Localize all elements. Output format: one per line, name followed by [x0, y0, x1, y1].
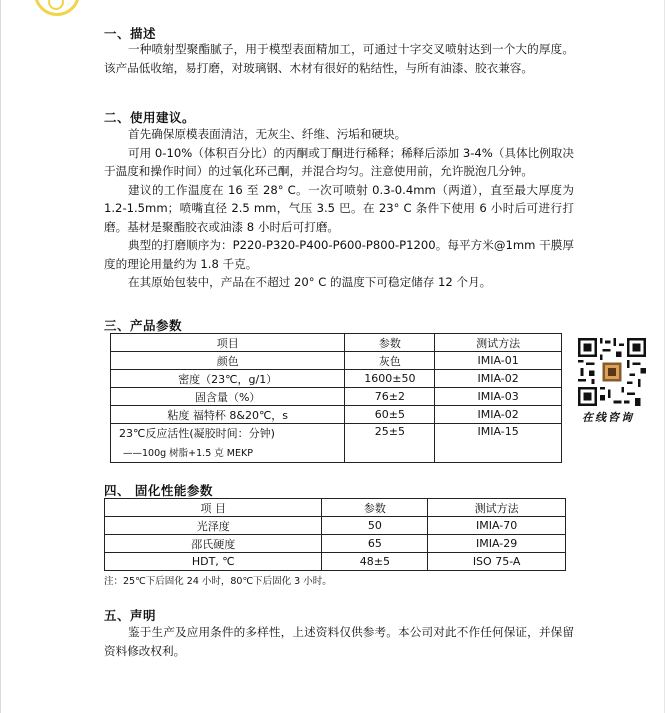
cell-value: 1600±50 — [345, 370, 435, 388]
cell-method: ISO 75-A — [428, 553, 566, 571]
cell-value: 76±2 — [345, 388, 435, 406]
qr-consult-label: 在线咨询 — [582, 411, 634, 424]
cell-method: IMIA-01 — [435, 352, 562, 370]
cell-method: IMIA-29 — [428, 535, 566, 553]
cell-item: 固含量（%） — [111, 388, 345, 406]
product-params-table — [110, 333, 562, 463]
section-1-body — [104, 40, 574, 77]
table-row — [105, 553, 566, 571]
table-row — [105, 535, 566, 553]
cell-value: 25±5 — [345, 424, 435, 463]
section-2-heading: 二、使用建议。 — [104, 110, 196, 125]
header-method: 测试方法 — [428, 499, 566, 517]
table-row — [111, 406, 562, 424]
cell-item: 粘度 福特杯 8&20℃，s — [111, 406, 345, 424]
header-value: 参数 — [322, 499, 428, 517]
cell-method: IMIA-02 — [435, 370, 562, 388]
table-header-row — [105, 499, 566, 517]
header-value: 参数 — [345, 334, 435, 352]
section-3-heading: 三、产品参数 — [104, 318, 183, 333]
disclaimer-paragraph: 鉴于生产及应用条件的多样性，上述资料仅供参考。本公司对此不作任何保证，并保留资料修改权利。 — [104, 625, 574, 658]
cell-value: 48±5 — [322, 553, 428, 571]
section-2-paragraph-5: 在其原始包装中，产品在不超过 20° C 的温度下可稳定储存 12 个月。 — [128, 275, 492, 289]
cell-method: IMIA-02 — [435, 406, 562, 424]
section-2-paragraph-4: 典型的打磨顺序为：P220-P320-P400-P600-P800-P1200。每平方米@1mm 干膜厚度的理论用量约为 1.8 千克。 — [104, 238, 574, 271]
table-row — [111, 370, 562, 388]
table-row — [111, 352, 562, 370]
cell-method: IMIA-70 — [428, 517, 566, 535]
cell-item: HDT, ℃ — [105, 553, 322, 571]
page-edge-left — [0, 0, 1, 713]
cure-note: 注：25℃下后固化 24 小时，80℃下后固化 3 小时。 — [104, 576, 332, 587]
cure-params-table — [104, 498, 566, 571]
cell-value: 65 — [322, 535, 428, 553]
reactivity-label: 23℃反应活性(凝胶时间：分钟) — [119, 427, 275, 440]
section-2-paragraph-2: 可用 0-10%（体积百分比）的丙酮或丁酮进行稀释；稀释后添加 3-4%（具体比例取决于温度和操作时间）的过氧化环己酮，并混合均匀。注意使用前，允许脱泡几分钟。 — [104, 145, 574, 178]
section-5-body — [104, 623, 574, 660]
section-2-paragraph-1: 首先确保原模表面清洁，无灰尘、纤维、污垢和硬块。 — [128, 127, 407, 141]
table-row — [105, 517, 566, 535]
cell-item: 光泽度 — [105, 517, 322, 535]
table-row — [111, 424, 562, 463]
cell-item: 密度（23℃，g/1） — [111, 370, 345, 388]
section-1-paragraph: 一种喷射型聚酯腻子，用于模型表面精加工，可通过十字交叉喷射达到一个大的厚度。该产品低收缩，易打磨，对玻璃钢、木材有很好的粘结性，与所有油漆、胶衣兼容。 — [104, 42, 574, 75]
cell-item: 邵氏硬度 — [105, 535, 322, 553]
qr-code-image — [578, 338, 646, 406]
cell-item — [111, 424, 345, 463]
header-method: 测试方法 — [435, 334, 562, 352]
header-item: 项 目 — [105, 499, 322, 517]
cell-value: 60±5 — [345, 406, 435, 424]
header-item: 项目 — [111, 334, 345, 352]
cell-value: 灰色 — [345, 352, 435, 370]
section-1-heading: 一、描述 — [104, 26, 157, 41]
section-5-heading: 五、声明 — [104, 608, 157, 623]
section-2-paragraph-3: 建议的工作温度在 16 至 28° C。一次可喷射 0.3-0.4mm（两道），直至最大厚度为 1.2-1.5mm；喷嘴直径 2.5 mm，气压 3.5 巴。在 23° C 条件下使用 6 小时后可进行打磨。基材是聚酯胶衣或油漆 8 小时后可打磨。 — [104, 182, 574, 234]
cell-method: IMIA-15 — [435, 424, 562, 463]
reactivity-sub-label: ——100g 树脂+1.5 克 MEKP — [123, 448, 253, 459]
section-4-heading: 四、 固化性能参数 — [104, 483, 213, 498]
cell-item: 颜色 — [111, 352, 345, 370]
section-2-body — [104, 125, 574, 292]
cell-method: IMIA-03 — [435, 388, 562, 406]
cell-value: 50 — [322, 517, 428, 535]
table-row — [111, 388, 562, 406]
table-header-row — [111, 334, 562, 352]
